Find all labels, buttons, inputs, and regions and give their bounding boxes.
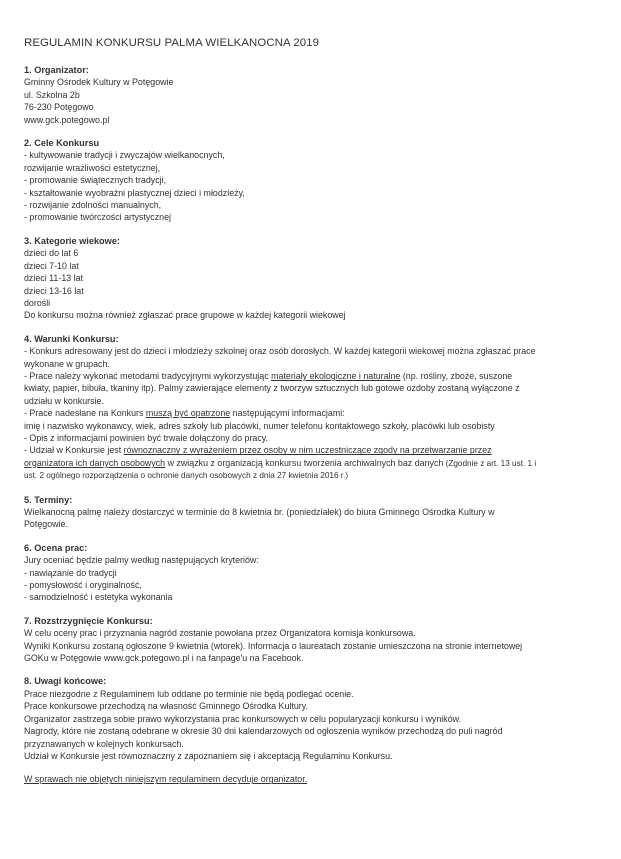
category-note: Do konkursu można również zgłaszać prace grupowe w każdej kategorii wiekowej — [24, 310, 346, 321]
underlined-text: muszą być opatrzone — [145, 408, 231, 419]
goal-item: - promowanie świątecznych tradycji, — [24, 175, 167, 186]
section-final-notes — [24, 675, 614, 762]
section-heading: 2. Cele Konkursu — [24, 138, 100, 149]
condition-text: - Udział w Konkursie jest — [24, 445, 124, 456]
condition-text: w związku z organizacją konkursu tworzenia archiwalnych baz danych — [165, 457, 444, 468]
results-line: W celu oceny prac i przyznania nagród zostanie powołana przez Organizatora komisja konkursowa. — [24, 628, 416, 639]
condition-line — [24, 370, 614, 382]
legal-reference: ust. 2 ogólnego rozporządzenia o ochronie danych osobowych z dnia 27 kwietnia 2016 r.) — [24, 471, 349, 481]
organizer-line: ul. Szkolna 2b — [24, 89, 80, 100]
category-item: dzieci 11-13 lat — [24, 273, 84, 284]
section-heading: 6. Ocena prac: — [24, 542, 88, 553]
results-line: Wyniki Konkursu zostaną ogłoszone 9 kwietnia (wtorek). Informacja o laureatach zostanie umieszczona na stronie internetowej — [24, 640, 523, 651]
regulations-document — [24, 36, 614, 786]
goal-item: - promowanie twórczości artystycznej — [24, 212, 171, 223]
section-heading: 3. Kategorie wiekowe: — [24, 235, 120, 246]
category-item: dzieci do lat 6 — [24, 248, 79, 259]
goal-item: - rozwijanie zdolności manualnych, — [24, 200, 162, 211]
section-evaluation — [24, 542, 614, 604]
section-heading: 5. Terminy: — [24, 494, 73, 505]
final-note-line: Nagrody, które nie zostaną odebrane w okresie 30 dni kalendarzowych od ogłoszenia wyników przechodzą do puli nagród — [24, 726, 503, 737]
legal-reference: (Zgodnie z art. 13 ust. 1 i — [443, 458, 537, 468]
condition-line: kwiaty, papier, bibuła, tkaniny itp). Palmy zawierające elementy z tworzyw sztucznych lub gotowe ozdoby zostaną wyłączone z — [24, 383, 520, 394]
condition-line: wykonane w grupach. — [24, 358, 110, 369]
final-note-line: przyznawanych w kolejnych konkursach. — [24, 738, 184, 749]
category-item: dzieci 7-10 lat — [24, 260, 79, 271]
goal-item: - kultywowanie tradycji i zwyczajów wielkanocnych, — [24, 150, 225, 161]
condition-text: (np. rośliny, zboże, suszone — [400, 370, 513, 381]
underlined-text: materiały ekologiczne i naturalne — [271, 370, 401, 381]
evaluation-line: - samodzielność i estetyka wykonania — [24, 592, 173, 603]
organizer-line: Gminny Ośrodek Kultury w Potęgowie — [24, 77, 174, 88]
goal-item: - kształtowanie wyobraźni plastycznej dzieci i młodzieży, — [24, 187, 245, 198]
section-results — [24, 615, 614, 665]
organizer-website: www.gck.potegowo.pl — [24, 114, 110, 125]
final-note-line: Udział w Konkursie jest równoznaczny z zapoznaniem się i akceptacją Regulaminu Konkursu. — [24, 750, 393, 761]
condition-line: imię i nazwisko wykonawcy, wiek, adres szkoły lub placówki, numer telefonu kontaktowego szkoły, placówki lub osobisty — [24, 420, 495, 431]
evaluation-line: - nawiązanie do tradycji — [24, 567, 117, 578]
section-deadlines — [24, 494, 614, 531]
section-heading: 1. Organizator: — [24, 65, 89, 75]
condition-text: - Prace nadesłane na Konkurs — [24, 408, 146, 419]
final-note-line: Prace niezgodne z Regulaminem lub oddane po terminie nie będą podlegać ocenie. — [24, 688, 354, 699]
condition-line — [24, 444, 614, 456]
condition-line: udziału w konkursie. — [24, 395, 104, 406]
condition-line — [24, 407, 614, 419]
condition-line: - Konkurs adresowany jest do dzieci i młodzieży szkolnej oraz osób dorosłych. W każdej kategorii wiekowej można zgłaszać prace — [24, 346, 536, 357]
evaluation-line: - pomysłowość i oryginalność, — [24, 580, 142, 591]
category-item: dorośli — [24, 297, 51, 308]
section-goals — [24, 137, 614, 224]
deadline-line: Potęgowie. — [24, 519, 68, 530]
condition-line: - Opis z informacjami powinien być trwale dołączony do pracy. — [24, 432, 268, 443]
condition-text: następującymi informacjami: — [230, 408, 345, 419]
closing-statement: W sprawach nie objętych niniejszym regulaminem decyduje organizator. — [24, 774, 308, 785]
final-note-line: Prace konkursowe przechodzą na własność Gminnego Ośrodka Kultury. — [24, 701, 308, 712]
section-heading: 4. Warunki Konkursu: — [24, 333, 119, 344]
section-age-categories — [24, 235, 614, 322]
organizer-line: 76-230 Potęgowo — [24, 102, 94, 113]
condition-text: - Prace należy wykonać metodami tradycyjnymi wykorzystując — [24, 370, 272, 381]
deadline-line: Wielkanocną palmę należy dostarczyć w terminie do 8 kwietnia br. (poniedziałek) do biura Gminnego Ośrodka Kultury w — [24, 507, 495, 517]
section-conditions — [24, 333, 614, 483]
condition-line — [24, 457, 614, 470]
goal-item: rozwijanie wrażliwości estetycznej, — [24, 162, 161, 173]
section-heading: 7. Rozstrzygnięcie Konkursu: — [24, 615, 153, 626]
page-title: REGULAMIN KONKURSU PALMA WIELKANOCNA 2019 — [24, 37, 320, 49]
results-line: GOKu w Potęgowie www.gck.potegowo.pl i na fanpage'u na Facebook. — [24, 653, 304, 664]
category-item: dzieci 13-16 lat — [24, 285, 84, 296]
underlined-text: organizatora ich danych osobowych — [24, 457, 166, 468]
section-organizer — [24, 64, 614, 126]
evaluation-line: Jury oceniać będzie palmy według następujących kryteriów: — [24, 555, 259, 566]
underlined-text: równoznaczny z wyrażeniem przez osoby w nim uczestniczące zgody na przetwarzanie przez — [123, 445, 492, 456]
final-note-line: Organizator zastrzega sobie prawo wykorzystania prac konkursowych w celu popularyzacji konkursu i wyników. — [24, 713, 462, 724]
section-heading: 8. Uwagi końcowe: — [24, 676, 107, 687]
